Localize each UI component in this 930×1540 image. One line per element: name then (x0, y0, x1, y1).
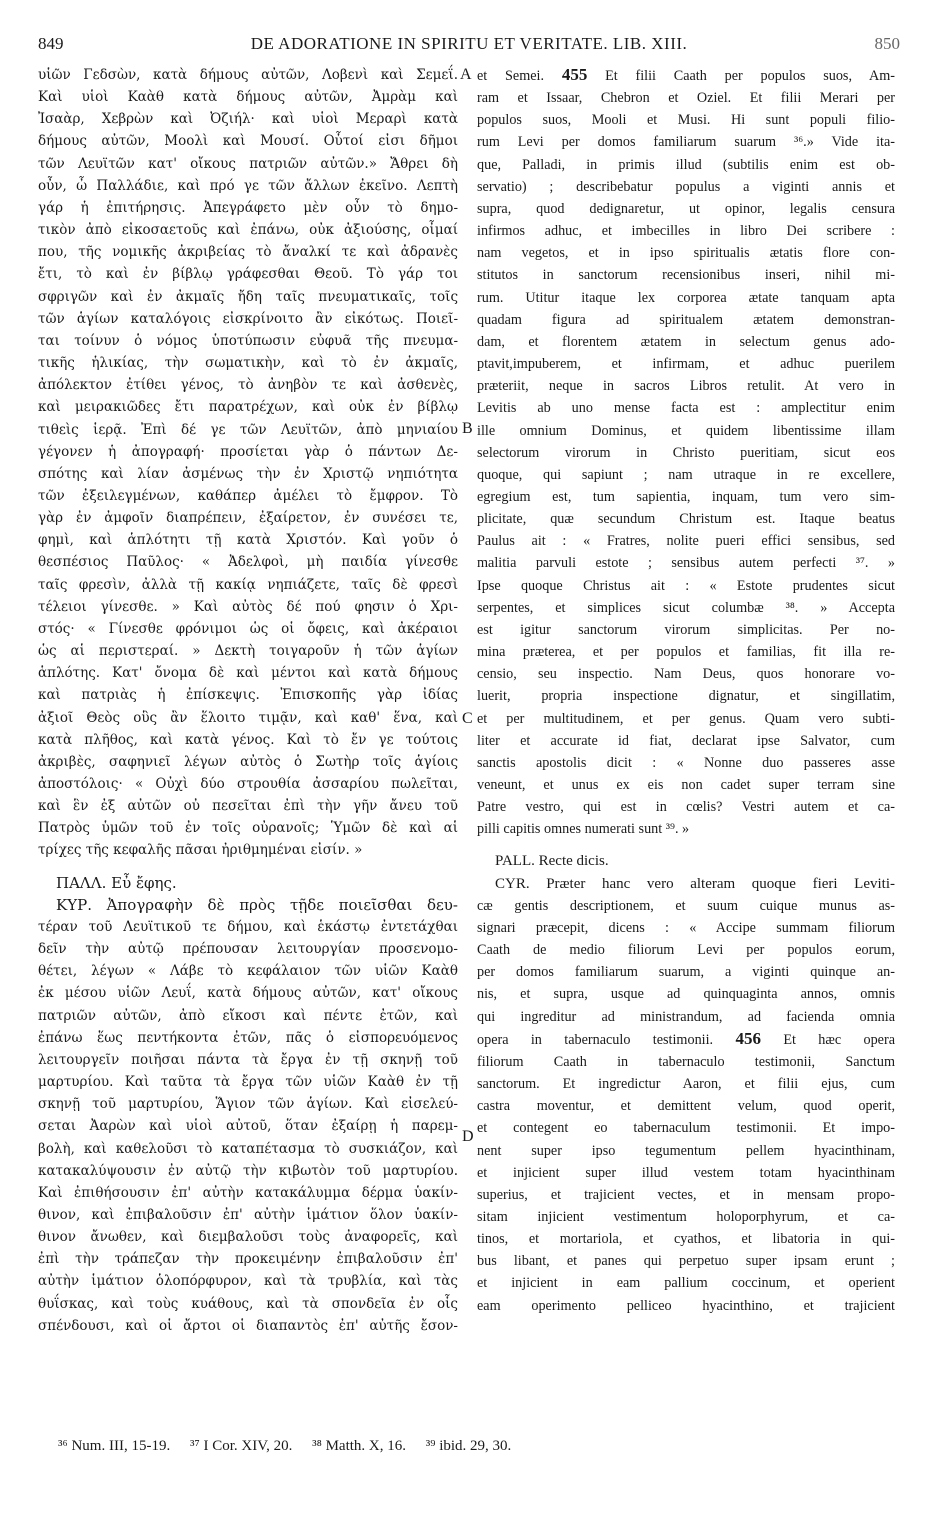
greek-text-line: υἱῶν Γεδσὼν, κατὰ δήμους αὐτῶν, Λοβενὶ καὶ Σεμεΐ. (38, 67, 458, 83)
section-marker-c: C (462, 710, 473, 727)
running-header (38, 34, 900, 58)
latin-text-line: liter et accurate id fiat, declarat ipse Salvator, cum (477, 732, 895, 749)
latin-text-line: sanctis apostolis dicit : « Nonne duo passeres asse (477, 754, 895, 771)
latin-text-line: quoque, qui sapiunt ; nam utraque in re excellere, (477, 466, 895, 483)
latin-text-line: censio, seu inspectio. Nam Deus, quos honorare vo- (477, 666, 895, 683)
greek-text-line: θινον, καὶ ἐπιβαλοῦσιν ἐπ' αὐτὴν ἱμάτιον ὅλον ὑακίν- (38, 1206, 458, 1223)
greek-text-line: μαρτυρίου. Καὶ ταῦτα τὰ ἔργα τῶν υἱῶν Καὰθ ἐν τῇ (38, 1074, 458, 1091)
latin-text-line: veneunt, et unus ex eis non cadet super terram sine (477, 777, 895, 793)
running-title: DE ADORATIONE IN SPIRITU ET VERITATE. LIB. XIII. (250, 34, 688, 53)
latin-text-line: populos suos, Mooli et Musi. Hi sunt populi filio- (477, 112, 895, 129)
latin-text-line: servatio) ; describebatur populus a viginti annis et (477, 178, 895, 195)
latin-text-line: plicitate, quæ secundum Christum est. Itaque beatus (477, 511, 895, 528)
greek-text-line: στός· « Γίνεσθε φρόνιμοι ὡς οἱ ὄφεις, καὶ ἀκέραιοι (38, 620, 458, 637)
latin-text-line: rum Levi per domos familiarum suarum ³⁶.» Vide ita- (477, 134, 895, 151)
section-marker-a: A (460, 66, 472, 83)
greek-text-line: ἀκριβὲς, σαφηνιεῖ λέγων αὐτὸς ὁ Σωτὴρ τοῖς ἁγίοις (38, 753, 458, 770)
latin-text-line: pilli capitis omnes numerati sunt ³⁹. » (477, 821, 690, 838)
latin-text-line: supra, quod dedignaretur, ut opinor, legalis censura (477, 200, 895, 217)
latin-text-line: præteriit, neque in sacros Libros retulit. At vero in (477, 378, 895, 395)
greek-text-line: τιθεὶς ἱερᾷ. Ἐπὶ δέ γε τῶν Λευϊτῶν, ἀπὸ μηνιαίου (38, 421, 458, 438)
greek-text-line: τικῆς ἡλικίας, τὴν σωματικὴν, καὶ τὸ ἐν ἀκμαῖς, (38, 355, 458, 372)
greek-text-line: ΠΑΛΛ. Εὖ ἔφης. (56, 873, 177, 892)
greek-text-line: λειτουργεῖν ποιῆσαι πάντα τὰ ἔργα ἐν τῇ σκηνῇ τοῦ (38, 1051, 458, 1068)
latin-text-line: et Semei. 455 Et filii Caath per populos suos, Am- (477, 65, 895, 84)
latin-text-line: ptavit,impuberem, et infirmam, et adhuc puerilem (477, 356, 895, 373)
latin-text-line: Ipse quoque Christus ait : « Estote prudentes sicut (477, 577, 895, 594)
greek-text-line: φημὶ, καὶ ἁπλότητι τῇ κατὰ Χριστόν. Καὶ γοῦν ὁ (38, 532, 458, 549)
page-number-left: 849 (38, 34, 64, 53)
greek-text-line: τῶν Λευϊτῶν κατ' οἴκους πατριῶν αὐτῶν.» Ἄθρει δὴ (38, 155, 458, 172)
greek-column (38, 64, 458, 1337)
latin-text-line: stitutos in sanctorum recensionibus inseri, nihil mi- (477, 267, 895, 284)
latin-text-line: tinos, et mortariola, et cyathos, et libatoria in qui- (477, 1231, 895, 1248)
latin-text-line: Levitis ab uno mense facta est : amplectitur enim (477, 400, 895, 417)
latin-text-line: cæ gentis descriptionem, et suum cuique munus as- (477, 897, 895, 914)
latin-text-line: est igitur sanctorum virorum simplicitas. Per no- (477, 621, 895, 638)
greek-text-line: θυΐσκας, καὶ τοὺς κυάθους, καὶ τὰ σπονδεῖα ἐν οἷς (38, 1295, 458, 1312)
greek-text-line: δεῖν τὴν αὐτῷ πρέπουσαν λειτουργίαν προσενομο- (38, 941, 458, 958)
greek-text-line: βολὴ, καὶ καθελοῦσι τὸ καταπέτασμα τὸ συσκιάζον, καὶ (38, 1140, 458, 1157)
greek-text-line: ἐπάνω ἕως πεντήκοντα ἐτῶν, πᾶς ὁ εἰσπορευόμενος (38, 1029, 458, 1046)
latin-text-line: qui ingreditur ad ministrandum, ad facienda omnia (477, 1008, 895, 1025)
latin-text-line: Caath de medio filiorum Levi per populos eorum, (477, 942, 895, 959)
greek-text-line: γάρ ἡ ἐπιτήρησις. Ἀπεγράφετο μὲν οὖν τὸ δημο- (38, 199, 458, 216)
latin-text-line: mina præterea, et per populos et familias, fit illa re- (477, 644, 895, 661)
greek-text-line: ἐκ μέσου υἱῶν Λευΐ, κατὰ δήμους αὐτῶν, κατ' οἴκους (38, 985, 458, 1002)
greek-text-line: σεται Ἀαρὼν καὶ υἱοὶ αὐτοῦ, ὅταν ἐξαίρῃ ἡ παρεμ- (38, 1118, 458, 1135)
latin-text-line: castra moventur, et demittent velum, quod operit, (477, 1098, 895, 1115)
latin-text-line: opera in tabernaculo testimonii. 456 Et hæc opera (477, 1028, 895, 1048)
latin-text-line: Patre vestro, qui est in cœlis? Vestri autem et ca- (477, 799, 895, 816)
greek-text-line: σκηνῇ τοῦ μαρτυρίου, Ἅγιον τῶν ἁγίων. Καὶ εἰσελεύ- (38, 1096, 458, 1113)
greek-text-line: τέραν τοῦ Λευϊτικοῦ τε δήμου, καὶ ἑκάστῳ ἐντετάχθαι (38, 918, 458, 935)
latin-text-line: quadam figura ad spiritualem ætatem demonstran- (477, 311, 895, 328)
latin-text-line: nis, et supra, usque ad quinquaginta annos, omnis (477, 986, 895, 1003)
page-number-right: 850 (874, 34, 900, 53)
latin-text-line: rum. Utitur itaque lex corporea ætate tanquam apta (477, 289, 895, 306)
greek-text-line: τῶν ἁγίων καταλόγοις εἰσκρίνοιτο ἂν εἰκότως. Ποιεῖ- (38, 310, 458, 327)
greek-text-line: τῶν ἐξειλεγμένων, καθάπερ ἀμέλει τὸ ἔμφρον. Τὸ (38, 487, 458, 504)
latin-text-line: que, Palladi, in primis illud (subtilis enim est ob- (477, 156, 895, 173)
section-marker-d: D (462, 1128, 474, 1145)
latin-text-line: per domos familiarum suarum, a viginti quinque an- (477, 964, 895, 981)
latin-text-line: dam, et florentem ætatem in selectum genus ado- (477, 333, 895, 350)
latin-text-line: malitia parvuli estote ; sensibus autem perfecti ³⁷. » (477, 555, 895, 572)
paragraph-gap (38, 862, 458, 872)
greek-text-line: γὰρ ἐν ἀμφοῖν διαπρέπειν, ἐξαίρετον, ἐν συνέσει τε, (38, 510, 458, 527)
greek-text-line: που, τῆς νομικῆς ἀκριβείας τὸ ἄναλκί τε καὶ ἀδρανὲς (38, 244, 458, 261)
latin-text-line: Paulus ait : « Fratres, nolite pueri effici sensibus, sed (477, 533, 895, 550)
greek-text-line: σπότης καὶ λίαν ἀσμένως τὴν ἐν Χριστῷ νηπιότητα (38, 465, 458, 482)
latin-text-line: signari præcepit, dicens : « Accipe summam filiorum (477, 919, 895, 936)
latin-text-line: PALL. Recte dicis. (495, 853, 609, 870)
latin-text-line: sanctorum. Et ingredictur Aaron, et filii ejus, cum (477, 1076, 895, 1093)
greek-text-line: καὶ μειρακιῶδες ἔτι παρατρέχων, καὶ οὐκ ἐν βίβλῳ (38, 399, 458, 416)
greek-text-line: τρίχες τῆς κεφαλῆς πᾶσαι ἠριθμημέναι εἰσίν. » (38, 842, 363, 859)
latin-text-line: luerit, propria inspectione dignatur, et singillatim, (477, 688, 895, 705)
greek-text-line: κατακαλύψουσιν ἐν αὐτῷ τὴν κιβωτὸν τοῦ μαρτυρίου. (38, 1162, 458, 1179)
latin-text-line: infirmos adhuc, et imbecilles in libro Dei scribere : (477, 223, 895, 240)
greek-text-line: οὖν, ὦ Παλλάδιε, καὶ πρό γε τῶν ἄλλων ἐκεῖνο. Λεπτὴ (38, 177, 458, 194)
greek-text-line: πατριῶν αὐτῶν, ἀπὸ εἴκοσι καὶ πέντε ἐτῶν, καὶ (38, 1007, 458, 1024)
latin-text-line: nent super ipso tegumentum pellem hyacinthinam, (477, 1142, 895, 1159)
latin-text-line: nam vegetos, et in ipso spiritualis ætatis flore con- (477, 245, 895, 262)
edition-page-number: 456 (735, 1028, 761, 1048)
greek-text-line: Ἰσαὰρ, Χεβρὼν καὶ Ὀζιήλ· καὶ υἱοὶ Μεραρὶ κατὰ (38, 111, 458, 128)
greek-text-line: καὶ ἓν ἐξ αὐτῶν οὐ πεσεῖται ἐπὶ τὴν γῆν ἄνευ τοῦ (38, 798, 458, 815)
latin-text-line: filiorum Caath in tabernaculo testimonii, Sanctum (477, 1053, 895, 1070)
latin-text-line: CYR. Præter hanc vero alteram quoque fieri Leviti- (495, 875, 895, 892)
footnote-37: ³⁷ I Cor. XIV, 20. (189, 1438, 293, 1454)
greek-text-line: αὐτὴν ἱμάτιον ὁλοπόρφυρον, καὶ τὰ τρυβλία, καὶ τὰς (38, 1273, 458, 1290)
greek-text-line: κατὰ πλῆθος, καὶ κατὰ γένος. Καὶ τὸ ἔν γε τούτοις (38, 731, 458, 748)
footnote-38: ³⁸ Matth. X, 16. (312, 1438, 406, 1454)
latin-text-line: superius, et trajicient vectes, et in mensam propo- (477, 1186, 895, 1203)
latin-text-line: et injicient super illud vestem totam hyacinthinam (477, 1164, 895, 1181)
footnote-36: ³⁶ Num. III, 15-19. (58, 1438, 171, 1454)
greek-text-line: Καὶ υἱοὶ Καὰθ κατὰ δήμους αὐτῶν, Ἀμρὰμ καὶ (38, 89, 458, 106)
greek-text-line: τικὸν ἀπὸ εἰκοσαετοῦς καὶ ἐπάνω, οὐκ ἀξιούσης, οἶμαί (38, 222, 458, 239)
latin-text-line: et contegent eo tabernaculum testimonii. Et impo- (477, 1120, 895, 1137)
greek-text-line: σφριγῶν καὶ ἐν ἀκμαῖς ἤδη ταῖς πνευματικαῖς, τοῖς (38, 288, 458, 305)
greek-text-line: Πατρὸς ὑμῶν τοῦ ἐν τοῖς οὐρανοῖς; Ὑμῶν δὲ καὶ αἱ (38, 820, 458, 837)
greek-text-line: ἁπλότης. Κατ' ὄνομα δὲ καὶ μέντοι καὶ κατὰ δήμους (38, 665, 458, 682)
latin-text-line: serpentes, et simplices sicut columbæ ³⁸. » Accepta (477, 599, 895, 616)
greek-text-line: δήμους αὐτῶν, Μοολὶ καὶ Μουσί. Οὗτοί εἰσι δῆμοι (38, 133, 458, 150)
latin-text-line: ille omnium Dominus, et quidem libentissime illam (477, 422, 895, 439)
footnotes (58, 1438, 898, 1455)
greek-text-line: τέλειοι γίνεσθε. » Καὶ αὐτὸς δέ πού φησιν ὁ Χρι- (38, 598, 458, 615)
latin-text-line: egregium est, tum sapientia, inquam, tum vero sim- (477, 488, 895, 505)
latin-text-line: eam operimento pelliceo hyacinthino, et trajicient (477, 1297, 895, 1314)
greek-text-line: σπένδουσι, καὶ οἱ ἄρτοι οἱ διαπαντὸς ἐπ' αὐτῆς ἔσον- (38, 1317, 458, 1334)
latin-text-line: et injicient in eam pallium coccinum, et operient (477, 1275, 895, 1292)
greek-text-line: ἐπὶ τὴν τράπεζαν τὴν προκειμένην ἐπιβαλοῦσιν ἐπ' (38, 1251, 458, 1268)
latin-text-line: ram et Issaar, Chebron et Oziel. Et filii Merari per (477, 90, 895, 107)
greek-text-line: ὡς αἱ περιστεραί. » Δεκτὴ τοιγαροῦν ἡ τῶν ἁγίων (38, 643, 458, 660)
latin-text-line: sitam injicient vestimentum holoporphyrum, et ca- (477, 1208, 895, 1225)
greek-text-line: ἀπόλεκτον ἐτίθει γένος, τὸ ἀνηβὸν τε καὶ ἀσθενὲς, (38, 377, 458, 394)
greek-text-line: ταῖς φρεσὶν, ἀλλὰ τῇ κακίᾳ νηπιάζετε, ταῖς δὲ φρεσὶ (38, 576, 458, 593)
greek-text-line: ἀξιοῖ Θεὸς οὓς ἂν ἕλοιτο τιμᾷν, καὶ καθ' ἕνα, καὶ (38, 709, 458, 726)
greek-text-line: θέτει, λέγων « Λάβε τὸ κεφάλαιον τῶν υἱῶν Καὰθ (38, 963, 458, 980)
footnote-39: ³⁹ ibid. 29, 30. (425, 1438, 512, 1454)
section-marker-b: B (462, 420, 473, 437)
greek-text-line: ΚΥΡ. Ἀπογραφὴν δὲ πρὸς τῇδε ποιεῖσθαι δευ- (56, 895, 458, 914)
latin-text-line: et per multitudinem, et per genus. Quam vero subti- (477, 710, 895, 727)
greek-text-line: γέγονεν ἡ ἀπογραφή· προσίεται γὰρ ὁ πάντων Δε- (38, 443, 458, 460)
greek-text-line: θεσπέσιος Παῦλος· « Ἀδελφοὶ, μὴ παιδία γίνεσθε (38, 554, 458, 571)
greek-text-line: καὶ πατριὰς ἡ ἐπίσκεψις. Ἐπισκοπῆς γὰρ ἰδίας (38, 687, 458, 704)
greek-text-line: ται τοίνυν ὁ νόμος ὑποτύπωσιν εὐφυᾶ τῆς πνευμα- (38, 332, 458, 349)
greek-text-line: θινον ἄνωθεν, καὶ διεμβαλοῦσι τοὺς ἀναφορεῖς, καὶ (38, 1229, 458, 1246)
latin-column (477, 64, 895, 1317)
edition-page-number: 455 (561, 65, 588, 84)
greek-text-line: ἔτι, τὸ καὶ ἐν βίβλῳ γράφεσθαι Θεοῦ. Τὸ γάρ τοι (38, 266, 458, 283)
latin-text-line: selectorum virorum in Christo pueritiam, sicut eos (477, 444, 895, 461)
latin-text-line: bus libant, et panes qui perpetuo super ipsam erunt ; (477, 1253, 895, 1270)
paragraph-gap (477, 840, 895, 850)
greek-text-line: Καὶ ἐπιθήσουσιν ἐπ' αὐτὴν κατακάλυμμα δέρμα ὑακίν- (38, 1184, 458, 1201)
greek-text-line: ἀποστόλοις· « Οὐχὶ δύο στρουθία ἀσσαρίου πωλεῖται, (38, 776, 458, 792)
